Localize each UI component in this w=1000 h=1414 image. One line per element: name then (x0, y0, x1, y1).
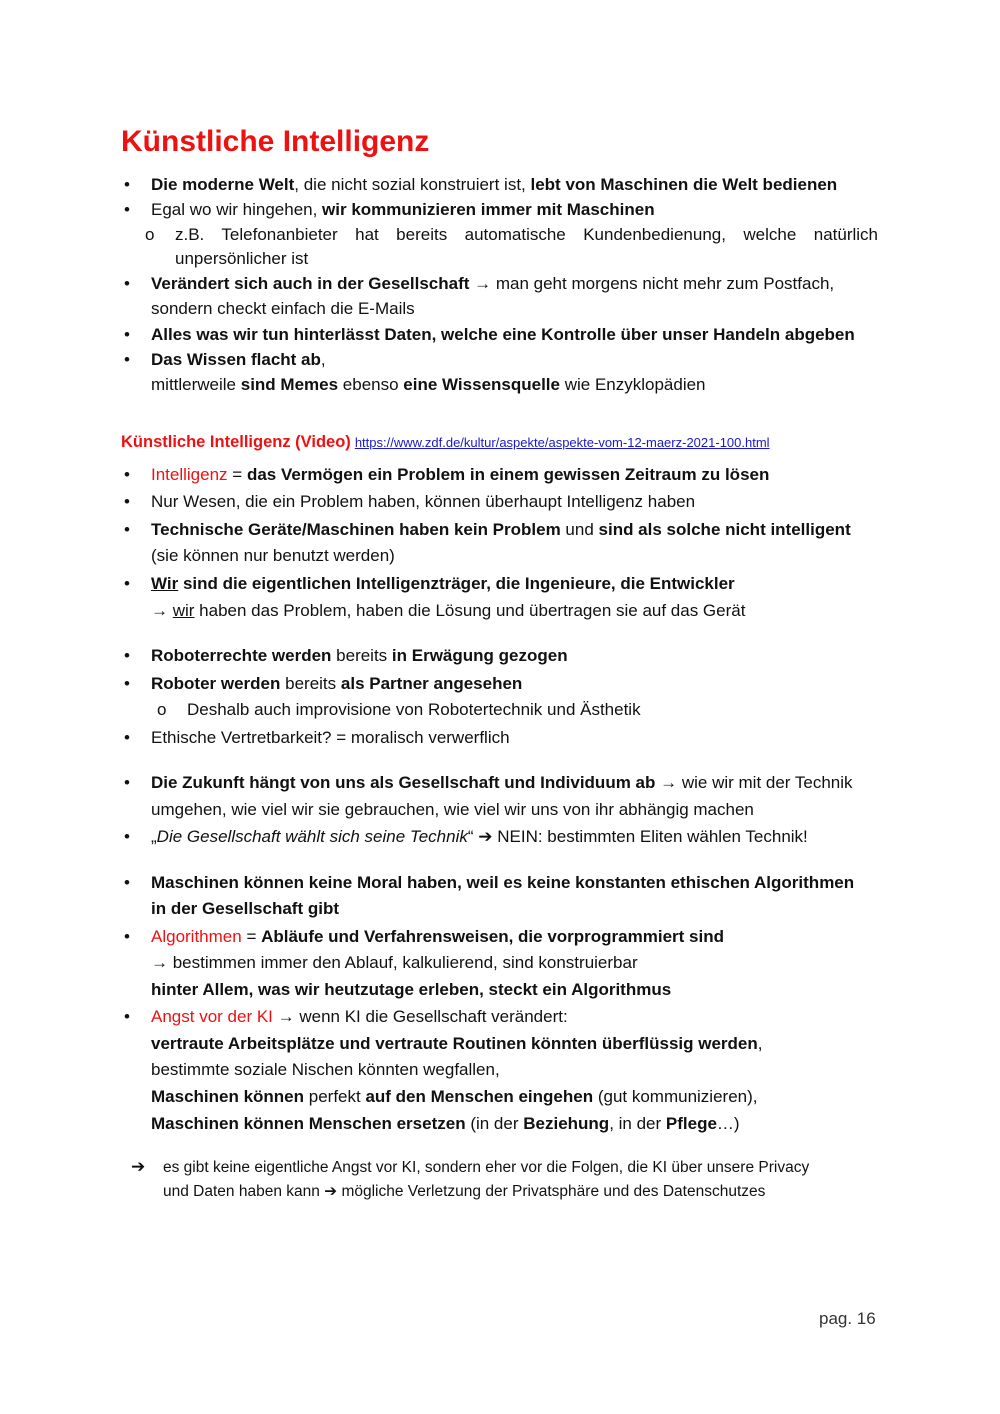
list-item: Alles was wir tun hinterlässt Daten, welche eine Kontrolle über unser Handeln abgeben (151, 325, 855, 344)
list-item: „Die Gesellschaft wählt sich seine Technik“ ➔ NEIN: bestimmten Eliten wählen Technik! (151, 827, 808, 846)
bullet-icon: • (124, 773, 130, 792)
list-item-continued: Maschinen können perfekt auf den Menschen eingehen (gut kommunizieren), (151, 1087, 758, 1106)
bullet-icon: • (124, 674, 130, 693)
list-item-continued: Maschinen können Menschen ersetzen (in der Beziehung, in der Pflege…) (151, 1114, 740, 1133)
sub-list-item: Deshalb auch improvisione von Robotertechnik und Ästhetik (187, 700, 641, 719)
bullet-icon: • (124, 646, 130, 665)
bullet-icon: • (124, 927, 130, 946)
bullet-icon: • (124, 200, 130, 219)
bullet-icon: • (124, 574, 130, 593)
video-link[interactable]: https://www.zdf.de/kultur/aspekte/aspekte-vom-12-maerz-2021-100.html (354, 435, 770, 450)
sub-list-item-continued: unpersönlicher ist (175, 249, 309, 268)
list-item-continued: sondern checkt einfach die E-Mails (151, 299, 415, 318)
list-item: Die Zukunft hängt von uns als Gesellschaft und Individuum ab → wie wir mit der Technik (151, 773, 853, 792)
list-item-continued: → bestimmen immer den Ablauf, kalkulierend, sind konstruierbar (151, 953, 638, 972)
bullet-icon: • (124, 728, 130, 747)
section-title: Künstliche Intelligenz (Video) (121, 433, 351, 451)
list-item: Angst vor der KI → wenn KI die Gesellschaft verändert: (151, 1007, 568, 1026)
conclusion-line: und Daten haben kann ➔ mögliche Verletzung der Privatsphäre und des Datenschutzes (163, 1183, 766, 1200)
bullet-icon: • (124, 465, 130, 484)
list-item: Verändert sich auch in der Gesellschaft → man geht morgens nicht mehr zum Postfach, (151, 274, 835, 293)
list-item-continued: (sie können nur benutzt werden) (151, 546, 395, 565)
list-item-continued: vertraute Arbeitsplätze und vertraute Routinen könnten überflüssig werden, (151, 1034, 763, 1053)
circle-bullet-icon: o (157, 700, 167, 719)
list-item: Roboter werden bereits als Partner angesehen (151, 674, 523, 693)
bullet-icon: • (124, 325, 130, 344)
list-item: Technische Geräte/Maschinen haben kein Problem und sind als solche nicht intelligent (151, 520, 851, 539)
sub-list-item: z.B. Telefonanbieter hat bereits automatische Kundenbedienung, welche natürlich (175, 225, 878, 244)
list-item-continued: bestimmte soziale Nischen könnten wegfallen, (151, 1060, 500, 1079)
bullet-icon: • (124, 492, 130, 511)
list-item-continued: umgehen, wie viel wir sie gebrauchen, wie viel wir uns von ihr abhängig machen (151, 800, 754, 819)
bullet-icon: • (124, 1007, 130, 1026)
list-item: Die moderne Welt, die nicht sozial konstruiert ist, lebt von Maschinen die Welt bedienen (151, 175, 838, 194)
list-item-continued: mittlerweile sind Memes ebenso eine Wissensquelle wie Enzyklopädien (151, 375, 706, 394)
list-item: Algorithmen = Abläufe und Verfahrensweisen, die vorprogrammiert sind (151, 927, 724, 946)
circle-bullet-icon: o (145, 225, 155, 244)
bullet-icon: • (124, 350, 130, 369)
page-number: pag. 16 (819, 1309, 876, 1328)
bullet-icon: • (124, 175, 130, 194)
list-item: Intelligenz = das Vermögen ein Problem in einem gewissen Zeitraum zu lösen (151, 465, 770, 484)
list-item: Das Wissen flacht ab, (151, 350, 326, 369)
list-item: Ethische Vertretbarkeit? = moralisch verwerflich (151, 728, 510, 747)
bullet-icon: • (124, 274, 130, 293)
list-item: Nur Wesen, die ein Problem haben, können überhaupt Intelligenz haben (151, 492, 696, 511)
bullet-icon: • (124, 873, 130, 892)
list-item: Wir sind die eigentlichen Intelligenzträger, die Ingenieure, die Entwickler (151, 574, 735, 593)
list-item: Maschinen können keine Moral haben, weil es keine konstanten ethischen Algorithmen (151, 873, 855, 892)
list-item: Egal wo wir hingehen, wir kommunizieren immer mit Maschinen (151, 200, 655, 219)
conclusion-line: es gibt keine eigentliche Angst vor KI, sondern eher vor die Folgen, die KI über unsere Privacy (163, 1159, 810, 1176)
list-item-continued: in der Gesellschaft gibt (151, 899, 339, 918)
bullet-icon: • (124, 827, 130, 846)
bullet-icon: • (124, 520, 130, 539)
list-item: Roboterrechte werden bereits in Erwägung gezogen (151, 646, 568, 665)
page-title: Künstliche Intelligenz (121, 125, 430, 158)
list-item-continued: → wir haben das Problem, haben die Lösung und übertragen sie auf das Gerät (151, 601, 746, 620)
arrow-right-icon: ➔ (131, 1157, 146, 1176)
section-heading (121, 431, 770, 454)
list-item-continued: hinter Allem, was wir heutzutage erleben, steckt ein Algorithmus (151, 980, 672, 999)
